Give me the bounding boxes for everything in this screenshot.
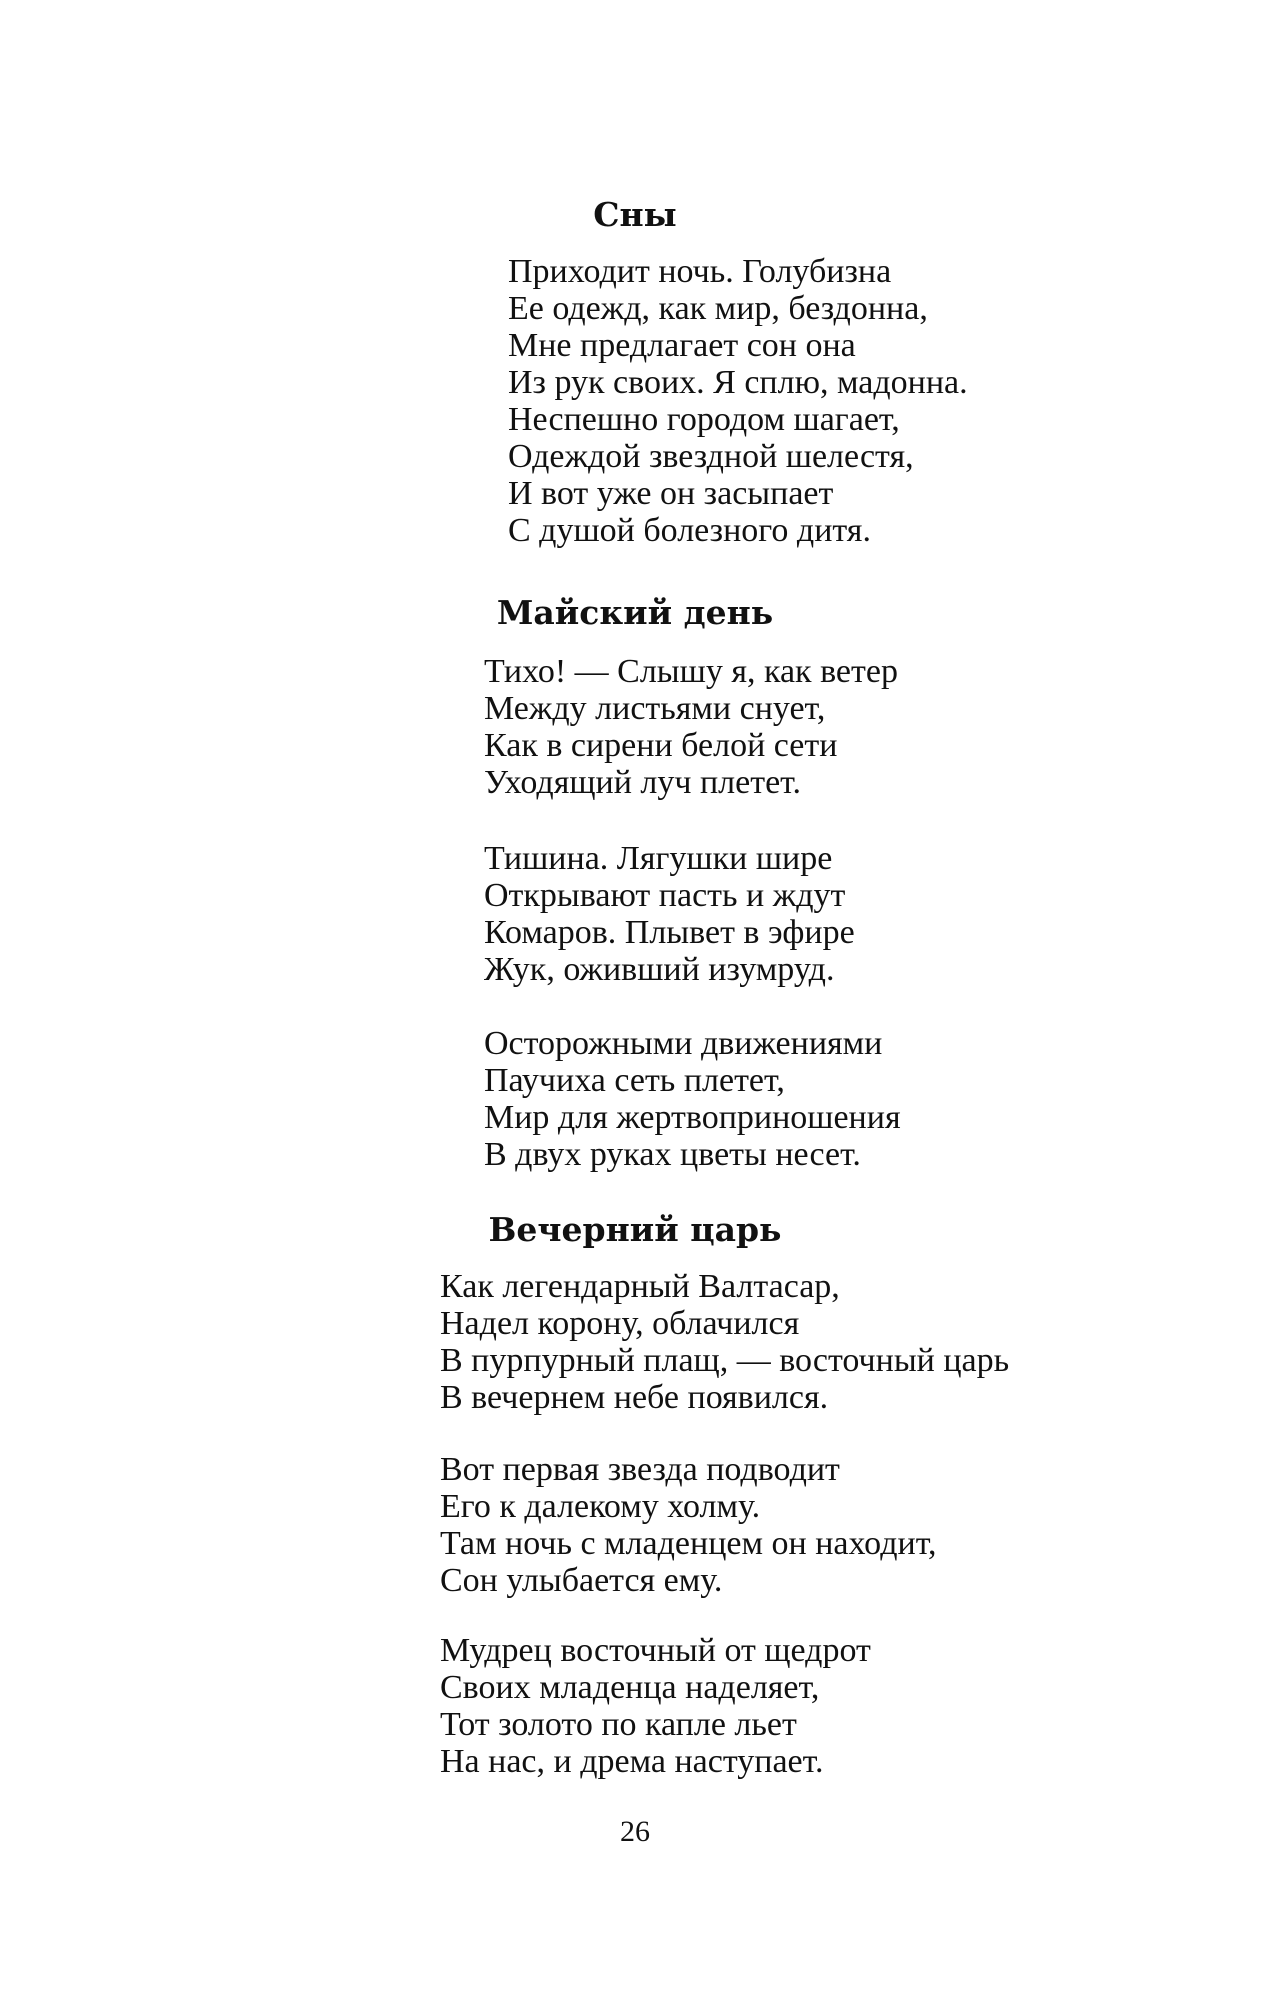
stanza [440, 1268, 1009, 1416]
poem-title: Майский день [496, 593, 774, 632]
poem-line: На нас, и дрема наступает. [440, 1743, 824, 1780]
poem-line: Одеждой звездной шелестя, [508, 438, 914, 475]
poem-line: Мне предлагает сон она [508, 327, 856, 364]
poem-line: В пурпурный плащ, — восточный царь [440, 1342, 1010, 1379]
poem-title: Сны [593, 195, 677, 234]
stanza [440, 1451, 937, 1599]
poem-line: Своих младенца наделяет, [440, 1669, 820, 1706]
page-number: 26 [620, 1815, 650, 1848]
poem-line: Его к далекому холму. [440, 1488, 761, 1525]
stanza [440, 1632, 871, 1780]
poem-line: Между листьями снует, [484, 690, 826, 727]
poem-line: Жук, оживший изумруд. [484, 951, 835, 988]
poem-line: В двух руках цветы несет. [484, 1136, 861, 1173]
poem-line: Тишина. Лягушки шире [484, 840, 833, 877]
stanza [508, 253, 968, 549]
stanza [484, 840, 855, 988]
poem-line: Из рук своих. Я сплю, мадонна. [508, 364, 968, 401]
poem-line: Неспешно городом шагает, [508, 401, 900, 438]
poem-line: Как легендарный Валтасар, [440, 1268, 840, 1305]
poem-line: Уходящий луч плетет. [484, 764, 801, 801]
poem-line: Ее одежд, как мир, бездонна, [508, 290, 928, 327]
poem-line: Там ночь с младенцем он находит, [440, 1525, 937, 1562]
poem-line: Вот первая звезда подводит [440, 1451, 840, 1488]
poem-line: С душой болезного дитя. [508, 512, 871, 549]
poem-line: Открывают пасть и ждут [484, 877, 846, 914]
poem-line: Мир для жертвоприношения [484, 1099, 901, 1136]
poem-line: Надел корону, облачился [440, 1305, 800, 1342]
poem-line: Как в сирени белой сети [484, 727, 838, 764]
poem-line: Сон улыбается ему. [440, 1562, 723, 1599]
poem-line: И вот уже он засыпает [508, 475, 834, 512]
poem-line: Тот золото по капле льет [440, 1706, 797, 1743]
stanza [484, 653, 898, 801]
poem-line: Паучиха сеть плетет, [484, 1062, 785, 1099]
poem-line: Приходит ночь. Голубизна [508, 253, 892, 290]
stanza [484, 1025, 901, 1173]
poem-line: Мудрец восточный от щедрот [440, 1632, 871, 1669]
poem-line: Осторожными движениями [484, 1025, 883, 1062]
poem-line: Комаров. Плывет в эфире [484, 914, 855, 951]
poem-line: Тихо! — Слышу я, как ветер [484, 653, 898, 690]
poem-line: В вечернем небе появился. [440, 1379, 829, 1416]
poem-title: Вечерний царь [488, 1210, 782, 1249]
